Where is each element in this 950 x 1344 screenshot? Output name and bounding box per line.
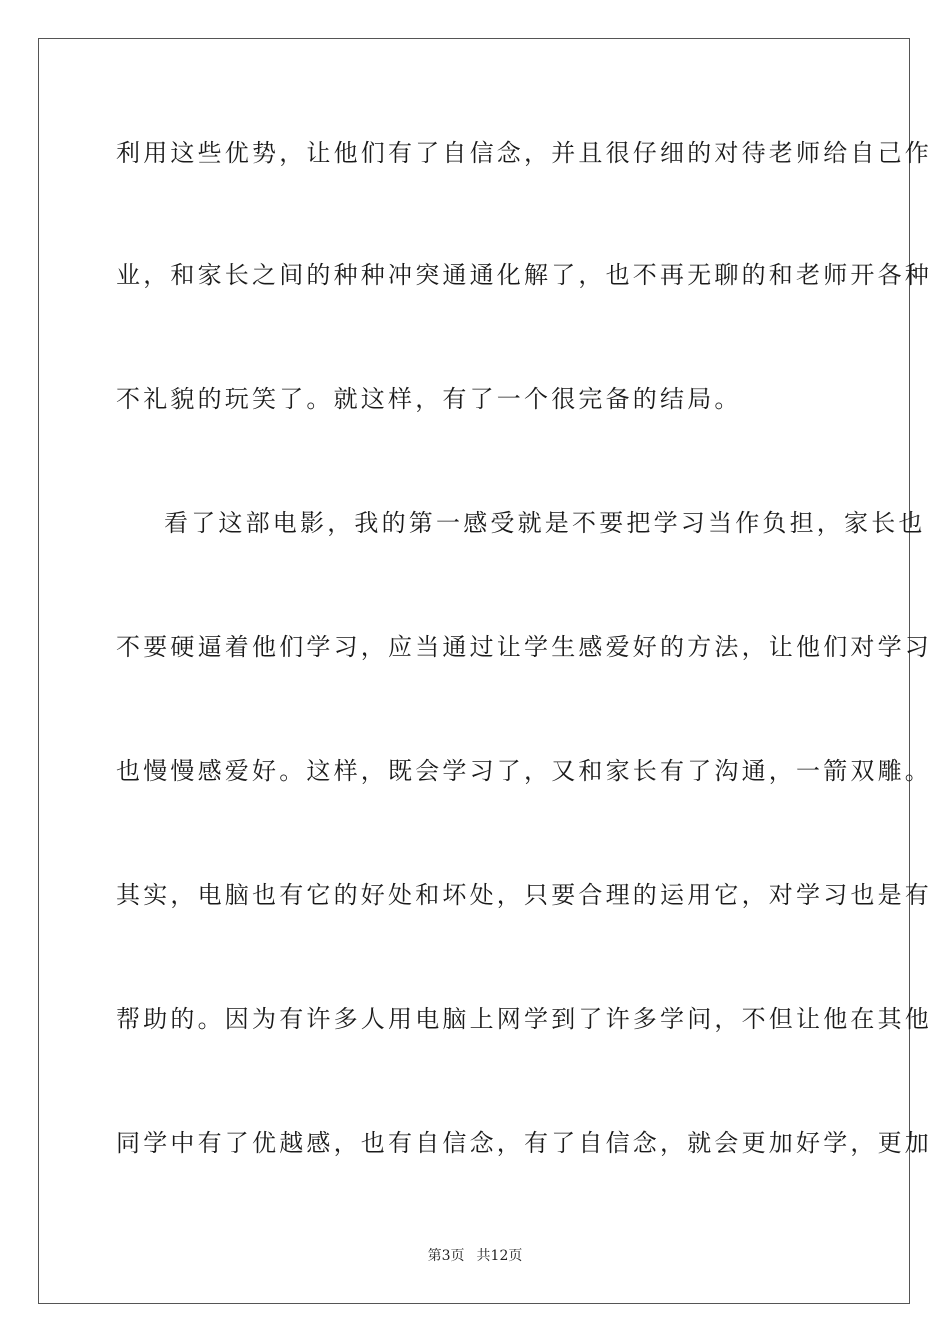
body-text-line: 帮助的。因为有许多人用电脑上网学到了许多学问，不但让他在其他 (116, 1005, 932, 1033)
body-text-line: 不礼貌的玩笑了。就这样，有了一个很完备的结局。 (116, 385, 742, 413)
body-text-line: 同学中有了优越感，也有自信念，有了自信念，就会更加好学，更加 (116, 1129, 932, 1157)
page-border (38, 38, 932, 1304)
body-text-line: 利用这些优势，让他们有了自信念，并且很仔细的对待老师给自己作 (116, 139, 932, 167)
body-text-line: 也慢慢感爱好。这样，既会学习了，又和家长有了沟通，一箭双雕。 (116, 757, 932, 785)
body-text-line: 其实，电脑也有它的好处和坏处，只要合理的运用它，对学习也是有 (116, 881, 932, 909)
page-number: 第3页 (427, 1248, 465, 1264)
paragraph-first-line: 看了这部电影，我的第一感受就是不要把学习当作负担，家长也 (164, 509, 926, 537)
page-footer (0, 1247, 950, 1265)
body-text-line: 业，和家长之间的种种冲突通通化解了，也不再无聊的和老师开各种 (116, 261, 932, 289)
body-text-line: 不要硬逼着他们学习，应当通过让学生感爱好的方法，让他们对学习 (116, 633, 932, 661)
total-pages: 共12页 (476, 1248, 523, 1264)
